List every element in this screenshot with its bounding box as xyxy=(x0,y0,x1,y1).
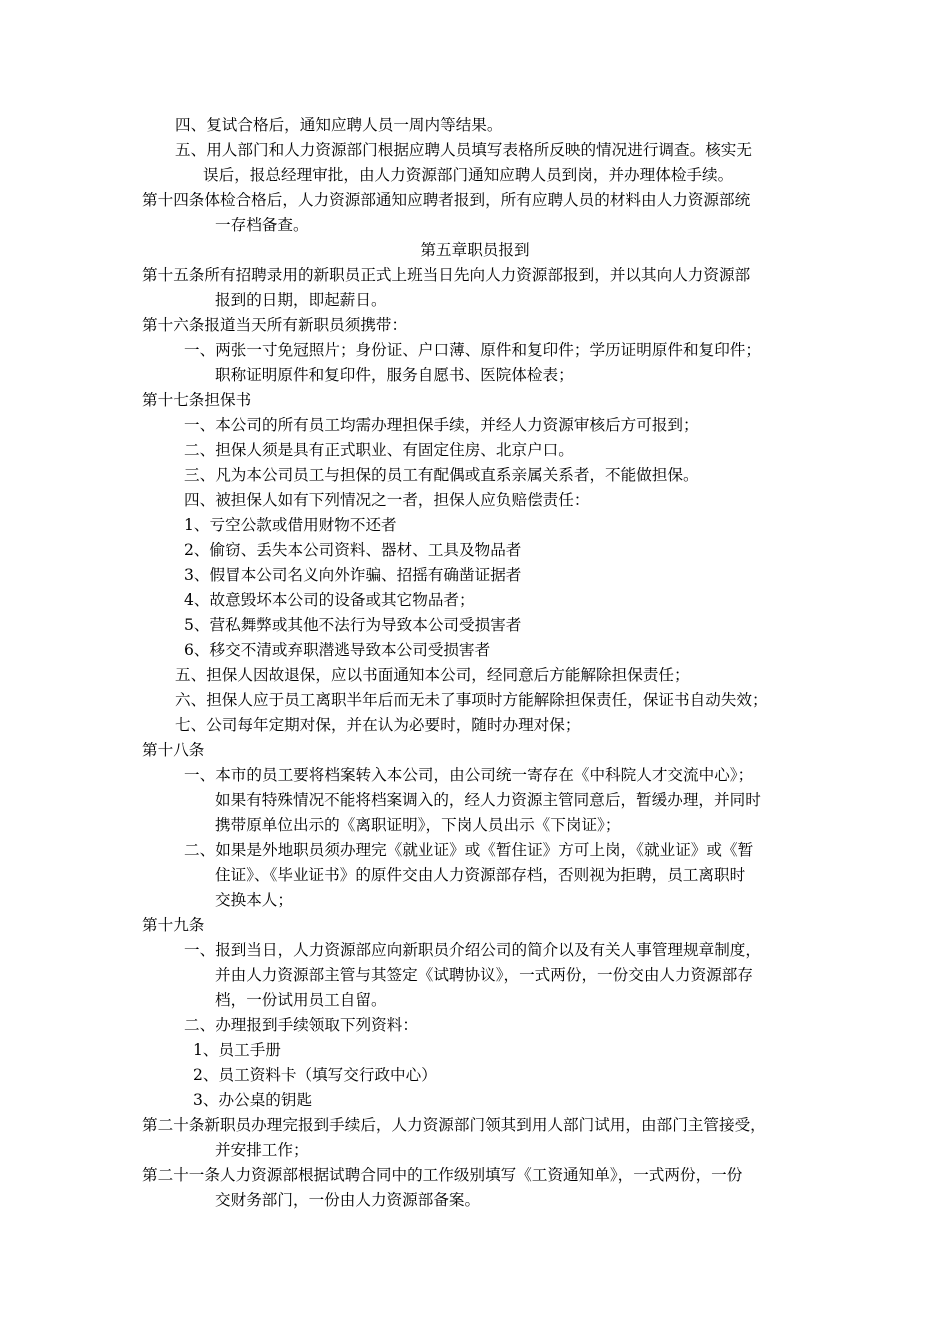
article-heading: 第二十条新职员办理完报到手续后，人力资源部门领其到用人部门试用，由部门主管接受， xyxy=(142,1116,766,1134)
text-line: 四、复试合格后，通知应聘人员一周内等结果。 xyxy=(175,116,503,134)
article-heading: 第十四条体检合格后，人力资源部通知应聘者报到，所有应聘人员的材料由人力资源部统 xyxy=(142,191,751,209)
text-line: 携带原单位出示的《离职证明》，下岗人员出示《下岗证》； xyxy=(215,816,621,834)
text-line: 二、办理报到手续领取下列资料： xyxy=(184,1016,418,1034)
article-heading: 第十七条担保书 xyxy=(142,391,252,409)
list-item: 2、员工资料卡（填写交行政中心） xyxy=(193,1066,437,1084)
article-heading: 第二十一条人力资源部根据试聘合同中的工作级别填写《工资通知单》，一式两份，一份 xyxy=(142,1166,743,1184)
list-item: 5、营私舞弊或其他不法行为导致本公司受损害者 xyxy=(184,616,522,634)
text-line: 一、本市的员工要将档案转入本公司，由公司统一寄存在《中科院人才交流中心》； xyxy=(184,766,754,784)
text-line: 并安排工作； xyxy=(215,1141,309,1159)
article-heading: 第十六条报道当天所有新职员须携带： xyxy=(142,316,408,334)
list-item: 4、故意毁坏本公司的设备或其它物品者； xyxy=(184,591,475,609)
text-line: 档，一份试用员工自留。 xyxy=(215,991,387,1009)
text-line: 职称证明原件和复印件，服务自愿书、医院体检表； xyxy=(215,366,574,384)
text-line: 五、担保人因故退保，应以书面通知本公司，经同意后方能解除担保责任； xyxy=(175,666,690,684)
list-item: 3、假冒本公司名义向外诈骗、招摇有确凿证据者 xyxy=(184,566,522,584)
list-item: 2、偷窃、丢失本公司资料、器材、工具及物品者 xyxy=(184,541,522,559)
article-heading: 第十八条 xyxy=(142,741,205,759)
text-line: 七、公司每年定期对保，并在认为必要时，随时办理对保； xyxy=(175,716,581,734)
text-line: 一、报到当日，人力资源部应向新职员介绍公司的简介以及有关人事管理规章制度， xyxy=(184,941,761,959)
text-line: 住证》、《毕业证书》的原件交由人力资源部存档，否则视为拒聘，员工离职时 xyxy=(215,866,746,884)
text-line: 四、被担保人如有下列情况之一者，担保人应负赔偿责任： xyxy=(184,491,590,509)
text-line: 并由人力资源部主管与其签定《试聘协议》，一式两份，一份交由人力资源部存 xyxy=(215,966,753,984)
text-line: 六、担保人应于员工离职半年后而无未了事项时方能解除担保责任，保证书自动失效； xyxy=(175,691,768,709)
text-line: 报到的日期，即起薪日。 xyxy=(215,291,387,309)
text-line: 二、如果是外地职员须办理完《就业证》或《暂住证》方可上岗，《就业证》或《暂 xyxy=(184,841,754,859)
chapter-title: 第五章职员报到 xyxy=(420,241,530,259)
article-heading: 第十九条 xyxy=(142,916,205,934)
list-item: 3、办公桌的钥匙 xyxy=(193,1091,313,1109)
text-line: 一、两张一寸免冠照片；身份证、户口薄、原件和复印件；学历证明原件和复印件； xyxy=(184,341,761,359)
text-line: 一、本公司的所有员工均需办理担保手续，并经人力资源审核后方可报到； xyxy=(184,416,699,434)
text-line: 交财务部门，一份由人力资源部备案。 xyxy=(215,1191,481,1209)
text-line: 如果有特殊情况不能将档案调入的，经人力资源主管同意后，暂缓办理，并同时 xyxy=(215,791,761,809)
list-item: 1、员工手册 xyxy=(193,1041,281,1059)
text-line: 三、凡为本公司员工与担保的员工有配偶或直系亲属关系者，不能做担保。 xyxy=(184,466,699,484)
text-line: 五、用人部门和人力资源部门根据应聘人员填写表格所反映的情况进行调查。核实无 xyxy=(175,141,752,159)
article-heading: 第十五条所有招聘录用的新职员正式上班当日先向人力资源部报到，并以其向人力资源部 xyxy=(142,266,751,284)
list-item: 6、移交不清或弃职潜逃导致本公司受损害者 xyxy=(184,641,491,659)
text-line: 一存档备查。 xyxy=(215,216,309,234)
text-line: 交换本人； xyxy=(215,891,293,909)
list-item: 1、亏空公款或借用财物不还者 xyxy=(184,516,397,534)
text-line: 二、担保人须是具有正式职业、有固定住房、北京户口。 xyxy=(184,441,574,459)
text-line: 误后，报总经理审批，由人力资源部门通知应聘人员到岗，并办理体检手续。 xyxy=(203,166,734,184)
